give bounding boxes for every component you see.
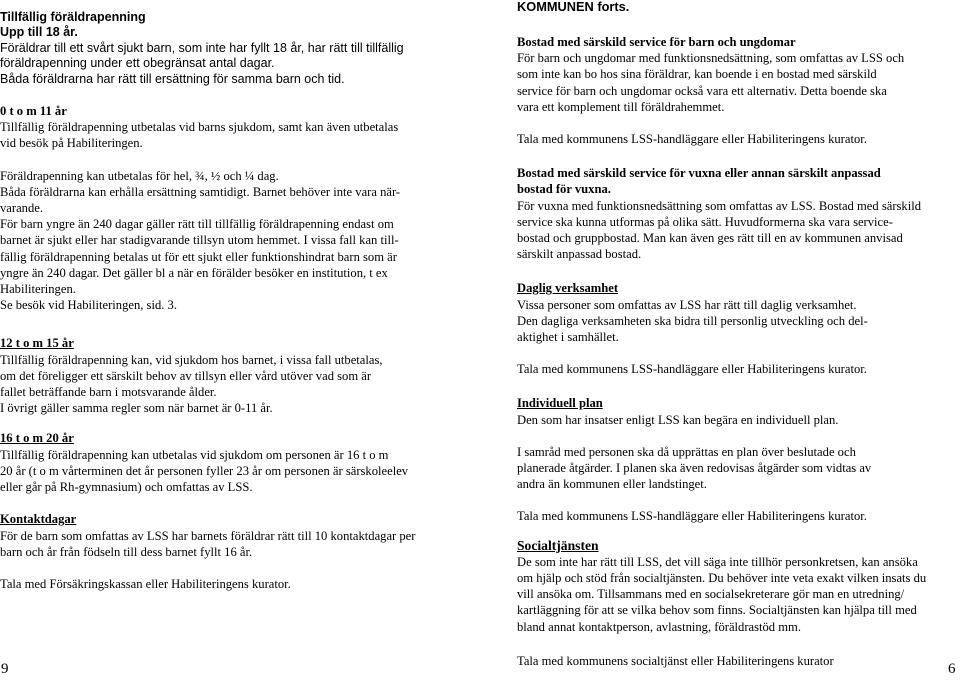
- left-page-column: [0, 0, 475, 592]
- body-line: barn och år från födseln till dess barnet fyllt 16 år.: [0, 544, 253, 559]
- body-line: varande.: [0, 201, 44, 216]
- contact-line: Tala med kommunens LSS-handläggare eller Habiliteringens kurator.: [517, 509, 867, 524]
- body-line: särskilt anpassad bostad.: [517, 247, 642, 262]
- body-line: fallet beträffande barn i motsvarande ålder.: [0, 385, 217, 400]
- subtitle: Upp till 18 år.: [0, 25, 78, 40]
- section-heading-bostad-vuxna-cont: bostad för vuxna.: [517, 182, 611, 197]
- body-line: vill ansöka om. Tillsammans med en socialsekreterare gör man en utredning/: [517, 587, 905, 602]
- body-line: vara ett komplement till föräldrahemmet.: [517, 99, 725, 114]
- right-page-column: [517, 0, 960, 669]
- section-heading-daglig: Daglig verksamhet: [517, 281, 619, 296]
- contact-line: Tala med kommunens LSS-handläggare eller Habiliteringens kurator.: [517, 132, 867, 147]
- contact-line: Tala med Försäkringskassan eller Habiliteringens kurator.: [0, 576, 291, 591]
- body-line: Föräldrapenning kan utbetalas för hel, ¾, ½ och ¼ dag.: [0, 168, 279, 183]
- body-line: Båda föräldrarna kan erhålla ersättning samtidigt. Barnet behöver inte vara när-: [0, 184, 401, 199]
- body-line: andra än kommunen eller landstinget.: [517, 477, 707, 492]
- body-line: De som inte har rätt till LSS, det vill säga inte tillhör personkretsen, kan ansöka: [517, 554, 918, 569]
- body-line: bland annat kontaktperson, avlastning, föräldrastöd mm.: [517, 619, 801, 634]
- body-line: yngre än 240 dagar. Det gäller bl a när en förälder besöker en institution, t ex: [0, 265, 388, 280]
- body-line: om hjälp och stöd från socialtjänsten. Du behöver inte veta exakt vilken insats du: [517, 571, 927, 586]
- intro-line: föräldrapenning under ett obegränsat antal dagar.: [0, 56, 275, 71]
- section-heading-bostad-barn: Bostad med särskild service för barn och ungdomar: [517, 35, 796, 49]
- section-heading-socialtjansten: Socialtjänsten: [517, 537, 599, 553]
- body-line: om det föreligger ett särskilt behov av tillsyn eller vård utöver vad som är: [0, 368, 372, 383]
- body-line: Den som har insatser enligt LSS kan begära en individuell plan.: [517, 412, 839, 427]
- body-line: barnet är sjukt eller har stadigvarande tillsyn utom hemmet. I vissa fall kan till-: [0, 233, 399, 248]
- body-line: Den dagliga verksamheten ska bidra till personlig utveckling och del-: [517, 313, 868, 328]
- contact-line: Tala med kommunens socialtjänst eller Habiliteringens kurator: [517, 653, 834, 668]
- body-line: 20 år (t o m vårterminen det år personen fyller 23 år om personen är särskoleelev: [0, 463, 409, 478]
- section-heading-0-11: 0 t o m 11 år: [0, 104, 67, 119]
- section-heading-16-20: 16 t o m 20 år: [0, 431, 74, 446]
- body-line: Tillfällig föräldrapenning kan, vid sjukdom hos barnet, i vissa fall utbetalas,: [0, 352, 383, 367]
- body-line: aktighet i samhället.: [517, 330, 619, 345]
- intro-line: Föräldrar till ett svårt sjukt barn, som inte har fyllt 18 år, har rätt till tillfällig: [0, 40, 404, 55]
- body-line: service för barn och ungdomar också vara ett alternativ. Detta boende ska: [517, 83, 887, 98]
- intro-line: Båda föräldrarna har rätt till ersättning för samma barn och tid.: [0, 71, 345, 86]
- body-line: Vissa personer som omfattas av LSS har rätt till daglig verksamhet.: [517, 297, 857, 312]
- body-line: För vuxna med funktionsnedsättning som omfattas av LSS. Bostad med särskild: [517, 198, 922, 213]
- contact-line: Tala med kommunens LSS-handläggare eller Habiliteringens kurator.: [517, 362, 867, 377]
- page-heading: KOMMUNEN forts.: [517, 0, 630, 14]
- body-line: bostad och gruppbostad. Man kan även ges rätt till en av kommunen anvisad: [517, 231, 903, 246]
- body-line: vid besök på Habiliteringen.: [0, 136, 143, 151]
- body-line: eller går på Rh-gymnasium) och omfattas av LSS.: [0, 480, 253, 495]
- body-line: Se besök vid Habiliteringen, sid. 3.: [0, 298, 177, 313]
- body-line: kartläggning för att se vilka behov som finns. Socialtjänsten kan hjälpa till med: [517, 603, 917, 618]
- body-line: fällig föräldrapenning betalas ut för ett sjukt eller funktionshindrat barn som är: [0, 249, 397, 264]
- section-heading-bostad-vuxna: Bostad med särskild service för vuxna eller annan särskilt anpassad: [517, 166, 881, 181]
- body-line: För de barn som omfattas av LSS har barnets föräldrar rätt till 10 kontaktdagar per: [0, 528, 416, 543]
- title: Tillfällig föräldrapenning: [0, 10, 146, 24]
- body-line: För barn yngre än 240 dagar gäller rätt till tillfällig föräldrapenning endast om: [0, 217, 394, 232]
- body-line: Tillfällig föräldrapenning kan utbetalas vid sjukdom om personen är 16 t o m: [0, 447, 389, 462]
- body-line: planerade åtgärder. I planen ska även redovisas åtgärder som vidtas av: [517, 461, 872, 476]
- page-number-right: 6: [948, 661, 956, 677]
- body-line: I övrigt gäller samma regler som när barnet är 0-11 år.: [0, 401, 273, 416]
- section-heading-12-15: 12 t o m 15 år: [0, 336, 74, 351]
- section-heading-kontaktdagar: Kontaktdagar: [0, 512, 77, 527]
- section-heading-individuell-plan: Individuell plan: [517, 396, 603, 411]
- body-line: För barn och ungdomar med funktionsnedsättning, som omfattas av LSS och: [517, 51, 905, 66]
- body-line: som inte kan bo hos sina föräldrar, kan boende i en bostad med särskild: [517, 67, 877, 82]
- body-line: service ska kunna utformas på olika sätt. Huvudformerna ska vara service-: [517, 214, 893, 229]
- body-line: I samråd med personen ska då upprättas en plan över beslutade och: [517, 444, 856, 459]
- body-line: Habiliteringen.: [0, 282, 76, 297]
- body-line: Tillfällig föräldrapenning utbetalas vid barns sjukdom, samt kan även utbetalas: [0, 120, 399, 135]
- page-number-left: 9: [1, 661, 9, 677]
